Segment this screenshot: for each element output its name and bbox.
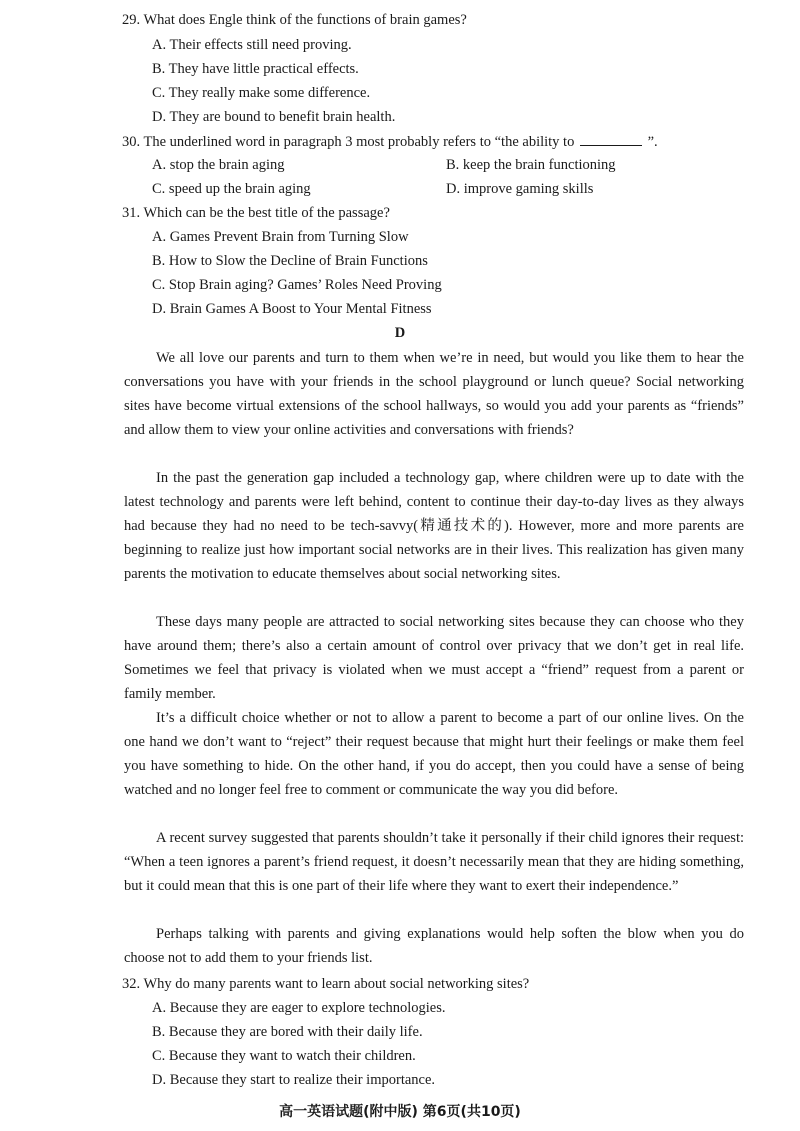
question-29-option-a: A. Their effects still need proving. bbox=[152, 37, 352, 53]
question-31-option-c: C. Stop Brain aging? Games’ Roles Need Proving bbox=[152, 277, 442, 293]
question-30-option-d: D. improve gaming skills bbox=[446, 181, 594, 197]
question-30-option-b: B. keep the brain functioning bbox=[446, 157, 616, 173]
page-footer: 高一英语试题(附中版) 第6页(共10页) bbox=[279, 1104, 521, 1120]
question-31-option-d: D. Brain Games A Boost to Your Mental Fitness bbox=[152, 301, 432, 317]
question-29-stem: 29. What does Engle think of the functions of brain games? bbox=[122, 12, 467, 28]
question-32-option-c: C. Because they want to watch their children. bbox=[152, 1048, 416, 1064]
question-29-option-b: B. They have little practical effects. bbox=[152, 61, 359, 77]
passage-paragraph-2: In the past the generation gap included a technology gap, where children were up to date with the latest technology and parents were left behind, content to continue their day-to-day lives as they always had because they had no need to be tech-savvy(精通技术的). However, more and more parents are beginning to realize just how important social networks are in their lives. This realization has given many parents the motivation to educate themselves about social networking sites. bbox=[124, 470, 744, 582]
question-32-option-b: B. Because they are bored with their daily life. bbox=[152, 1024, 423, 1040]
question-29-option-c: C. They really make some difference. bbox=[152, 85, 371, 101]
answer-blank bbox=[580, 131, 642, 146]
question-30-stem-text: 30. The underlined word in paragraph 3 most probably refers to “the ability to bbox=[122, 134, 575, 150]
question-31-stem: 31. Which can be the best title of the passage? bbox=[122, 205, 390, 221]
question-32-stem: 32. Why do many parents want to learn about social networking sites? bbox=[122, 976, 530, 992]
passage-paragraph-4: It’s a difficult choice whether or not to allow a parent to become a part of our online lives. On the one hand we don’t want to “reject” their request because that might hurt their feelings or make them feel you have something to hide. On the other hand, if you do accept, then you could have a sense of being watched and no longer feel free to comment or communicate the way you did before. bbox=[124, 710, 744, 798]
question-31-option-b: B. How to Slow the Decline of Brain Functions bbox=[152, 253, 428, 269]
passage-paragraph-3: These days many people are attracted to social networking sites because they can choose who they have around them; there’s also a certain amount of control over privacy that we don’t get in real life. Sometimes we feel that privacy is violated when we must accept a “friend” request from a parent or family member. bbox=[124, 614, 744, 702]
question-30-stem-end: ”. bbox=[647, 134, 658, 150]
question-30-option-c: C. speed up the brain aging bbox=[152, 181, 311, 197]
question-30-stem bbox=[122, 131, 658, 152]
passage-paragraph-5: A recent survey suggested that parents shouldn’t take it personally if their child ignores their request: “When a teen ignores a parent’s friend request, it doesn’t necessarily mean that they are hiding something, but it could mean that this is one part of their life where they want to exert their independence.” bbox=[124, 830, 744, 894]
passage-paragraph-1: We all love our parents and turn to them when we’re in need, but would you like them to hear the conversations you have with your friends in the school playground or lunch queue? Social networking sites have become virtual extensions of the school hallways, so would you add your parents as “friends” and allow them to view your online activities and conversations with friends? bbox=[124, 350, 744, 438]
question-30-option-a: A. stop the brain aging bbox=[152, 157, 285, 173]
section-heading-d: D bbox=[394, 325, 406, 341]
question-31-option-a: A. Games Prevent Brain from Turning Slow bbox=[152, 229, 409, 245]
question-32-option-a: A. Because they are eager to explore technologies. bbox=[152, 1000, 446, 1016]
passage-paragraph-6: Perhaps talking with parents and giving explanations would help soften the blow when you do choose not to add them to your friends list. bbox=[124, 926, 744, 966]
question-32-option-d: D. Because they start to realize their importance. bbox=[152, 1072, 436, 1088]
question-29-option-d: D. They are bound to benefit brain health. bbox=[152, 109, 396, 125]
